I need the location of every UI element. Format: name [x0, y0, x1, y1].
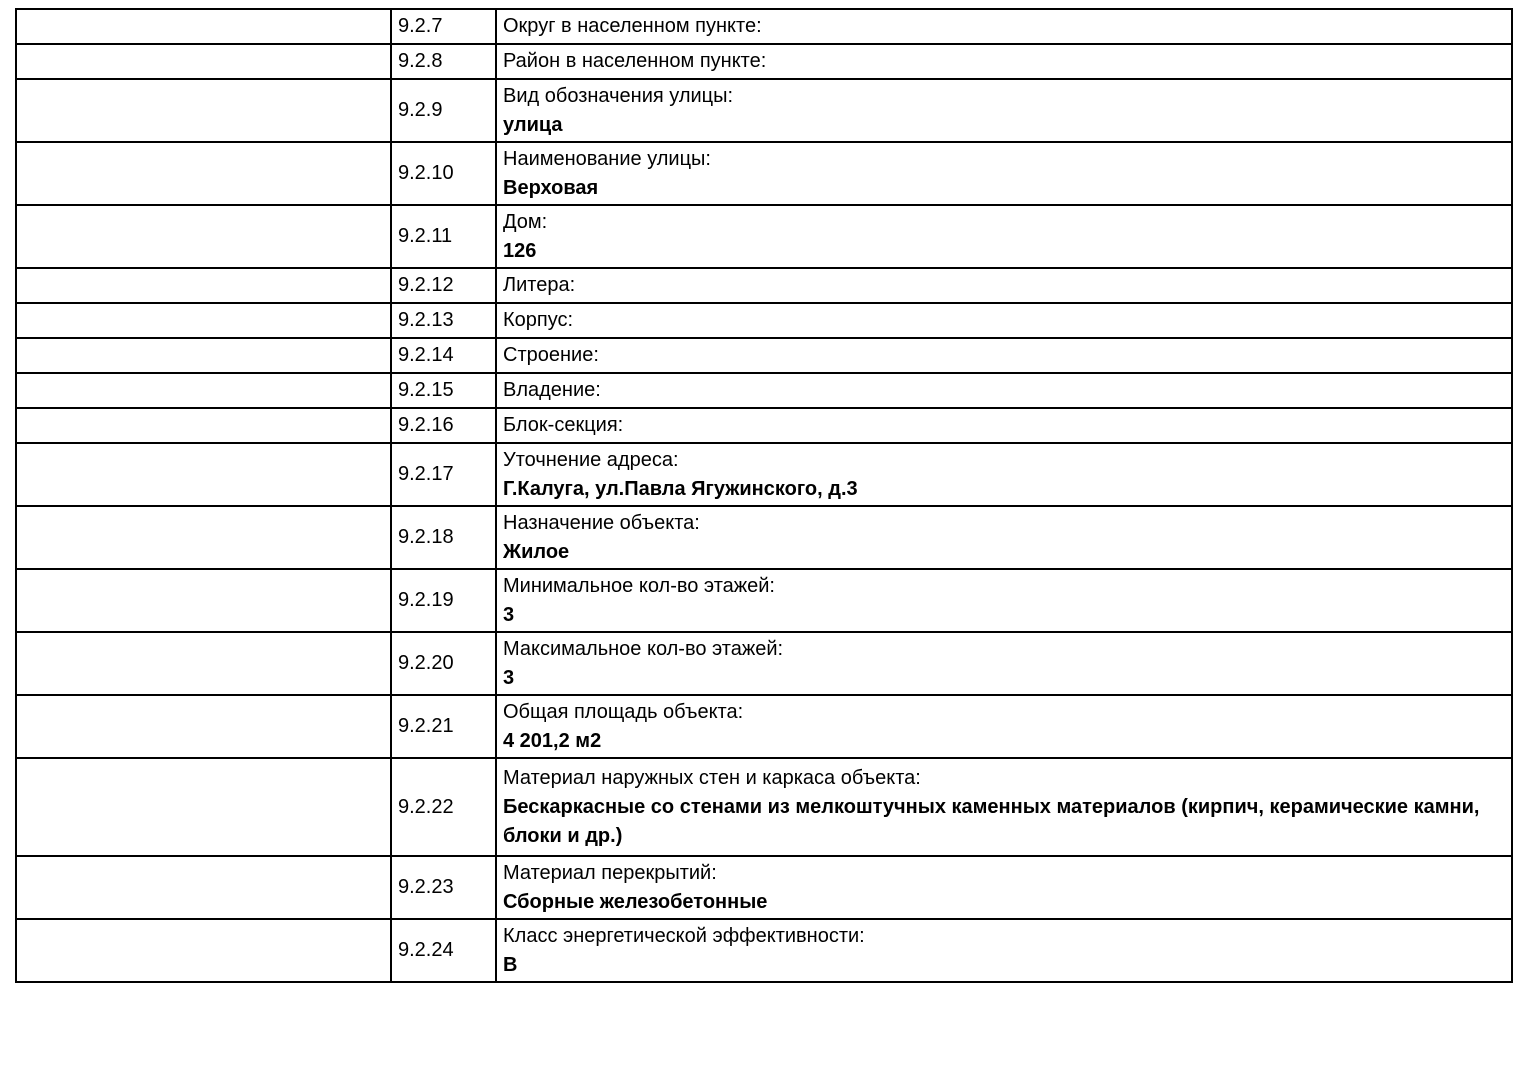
row-content — [496, 408, 1512, 443]
row-content — [496, 443, 1512, 506]
table-row — [16, 443, 1512, 506]
empty-cell — [16, 408, 391, 443]
field-value: улица — [503, 113, 563, 136]
field-label: Максимальное кол-во этажей: — [503, 637, 784, 660]
empty-cell — [16, 79, 391, 142]
row-index: 9.2.24 — [391, 919, 496, 982]
field-value: Бескаркасные со стенами из мелкоштучных каменных материалов (кирпич, керамические камни, блоки и др.) — [503, 795, 1480, 847]
row-content — [496, 695, 1512, 758]
row-index: 9.2.12 — [391, 268, 496, 303]
empty-cell — [16, 373, 391, 408]
row-index: 9.2.8 — [391, 44, 496, 79]
table-row — [16, 373, 1512, 408]
row-content — [496, 919, 1512, 982]
field-label: Район в населенном пункте: — [503, 50, 767, 72]
row-content — [496, 569, 1512, 632]
field-label: Строение: — [503, 344, 599, 366]
field-value: 126 — [503, 239, 537, 262]
field-value: Г.Калуга, ул.Павла Ягужинского, д.3 — [503, 477, 858, 500]
field-label: Корпус: — [503, 309, 574, 331]
row-index: 9.2.21 — [391, 695, 496, 758]
row-index: 9.2.20 — [391, 632, 496, 695]
field-label: Материал перекрытий: — [503, 861, 717, 884]
empty-cell — [16, 142, 391, 205]
field-value: 3 — [503, 603, 515, 626]
table-row — [16, 758, 1512, 856]
declaration-table — [15, 8, 1513, 983]
row-index: 9.2.10 — [391, 142, 496, 205]
table-row — [16, 408, 1512, 443]
empty-cell — [16, 303, 391, 338]
empty-cell — [16, 695, 391, 758]
row-content — [496, 268, 1512, 303]
field-label: Материал наружных стен и каркаса объекта: — [503, 766, 921, 789]
field-label: Наименование улицы: — [503, 147, 711, 170]
empty-cell — [16, 632, 391, 695]
field-label: Назначение объекта: — [503, 511, 700, 534]
row-content — [496, 9, 1512, 44]
row-content — [496, 205, 1512, 268]
table-row — [16, 44, 1512, 79]
table-row — [16, 142, 1512, 205]
table-row — [16, 268, 1512, 303]
empty-cell — [16, 44, 391, 79]
field-label: Дом: — [503, 210, 548, 233]
row-content — [496, 856, 1512, 919]
row-index: 9.2.18 — [391, 506, 496, 569]
row-content — [496, 338, 1512, 373]
table-row — [16, 79, 1512, 142]
field-label: Округ в населенном пункте: — [503, 15, 762, 37]
row-index: 9.2.17 — [391, 443, 496, 506]
field-label: Владение: — [503, 379, 601, 401]
field-value: 3 — [503, 666, 515, 689]
row-index: 9.2.9 — [391, 79, 496, 142]
field-value: 4 201,2 м2 — [503, 729, 602, 752]
row-index: 9.2.16 — [391, 408, 496, 443]
row-index: 9.2.19 — [391, 569, 496, 632]
field-label: Уточнение адреса: — [503, 448, 679, 471]
row-index: 9.2.15 — [391, 373, 496, 408]
field-label: Минимальное кол-во этажей: — [503, 574, 775, 597]
field-value: Жилое — [503, 540, 570, 563]
empty-cell — [16, 205, 391, 268]
field-value: Сборные железобетонные — [503, 890, 768, 913]
field-label: Вид обозначения улицы: — [503, 84, 734, 107]
table-row — [16, 695, 1512, 758]
table-row — [16, 303, 1512, 338]
row-content — [496, 373, 1512, 408]
row-content — [496, 303, 1512, 338]
table-row — [16, 506, 1512, 569]
field-label: Литера: — [503, 274, 576, 296]
empty-cell — [16, 919, 391, 982]
table-row — [16, 919, 1512, 982]
table-row — [16, 338, 1512, 373]
empty-cell — [16, 856, 391, 919]
field-label: Блок-секция: — [503, 414, 624, 436]
table-row — [16, 569, 1512, 632]
field-label: Общая площадь объекта: — [503, 700, 744, 723]
row-index: 9.2.14 — [391, 338, 496, 373]
row-content — [496, 632, 1512, 695]
empty-cell — [16, 758, 391, 856]
empty-cell — [16, 268, 391, 303]
field-value: В — [503, 953, 518, 976]
empty-cell — [16, 506, 391, 569]
table-row — [16, 9, 1512, 44]
row-index: 9.2.23 — [391, 856, 496, 919]
empty-cell — [16, 9, 391, 44]
row-index: 9.2.22 — [391, 758, 496, 856]
row-content — [496, 44, 1512, 79]
empty-cell — [16, 569, 391, 632]
table-row — [16, 205, 1512, 268]
empty-cell — [16, 338, 391, 373]
row-content — [496, 506, 1512, 569]
empty-cell — [16, 443, 391, 506]
table-row — [16, 632, 1512, 695]
row-content — [496, 79, 1512, 142]
table-row — [16, 856, 1512, 919]
field-label: Класс энергетической эффективности: — [503, 924, 865, 947]
row-index: 9.2.13 — [391, 303, 496, 338]
field-value: Верховая — [503, 176, 599, 199]
row-index: 9.2.11 — [391, 205, 496, 268]
row-content — [496, 142, 1512, 205]
row-index: 9.2.7 — [391, 9, 496, 44]
row-content — [496, 758, 1512, 856]
